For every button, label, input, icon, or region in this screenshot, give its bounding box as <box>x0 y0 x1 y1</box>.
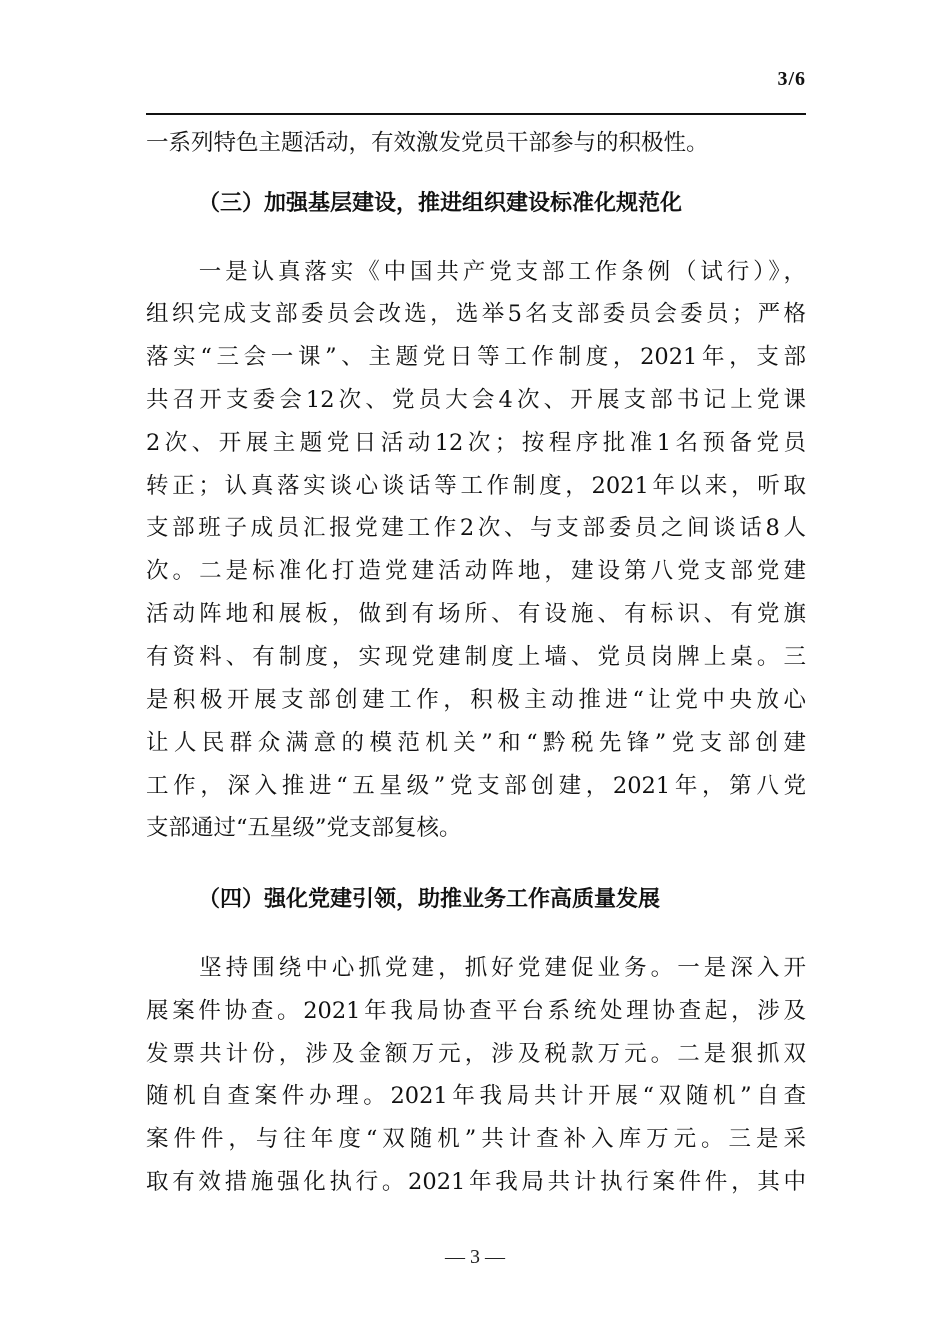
text-line: 让人民群众满意的模范机关”和“黔税先锋”党支部创建 <box>146 730 806 756</box>
text-line: 案件件，与往年度“双随机”共计查补入库万元。三是采 <box>146 1126 806 1152</box>
text-line: 取有效措施强化执行。2021年我局共计执行案件件，其中 <box>146 1169 806 1195</box>
text-line: 支部通过“五星级”党支部复核。 <box>146 815 462 841</box>
intro-line: 一系列特色主题活动，有效激发党员干部参与的积极性。 <box>146 130 709 156</box>
text-line: 工作，深入推进“五星级”党支部创建，2021年，第八党 <box>146 773 806 799</box>
text-line: 组织完成支部委员会改选，选举5名支部委员会委员；严格 <box>146 301 806 327</box>
text-line: 共召开支委会12次、党员大会4次、开展支部书记上党课 <box>146 387 806 413</box>
text-line: 展案件协查。2021年我局协查平台系统处理协查起，涉及 <box>146 998 806 1024</box>
text-line: 落实“三会一课”、主题党日等工作制度，2021年，支部 <box>146 344 806 370</box>
page-number: — 3 — <box>445 1246 505 1268</box>
text-line: 一是认真落实《中国共产党支部工作条例（试行）》， <box>146 259 806 285</box>
section-heading-4: （四）强化党建引领，助推业务工作高质量发展 <box>198 887 661 912</box>
text-line: 随机自查案件办理。2021年我局共计开展“双随机”自查 <box>146 1083 806 1109</box>
text-line: 活动阵地和展板，做到有场所、有设施、有标识、有党旗 <box>146 601 806 627</box>
text-line: 是积极开展支部创建工作，积极主动推进“让党中央放心 <box>146 687 806 713</box>
header-rule <box>146 113 806 115</box>
text-line: 坚持围绕中心抓党建，抓好党建促业务。一是深入开 <box>146 955 806 981</box>
page-indicator: 3/6 <box>777 68 806 90</box>
text-line: 次。二是标准化打造党建活动阵地，建设第八党支部党建 <box>146 558 806 584</box>
text-line: 发票共计份，涉及金额万元，涉及税款万元。二是狠抓双 <box>146 1041 806 1067</box>
text-line: 支部班子成员汇报党建工作2次、与支部委员之间谈话8人 <box>146 515 806 541</box>
text-line: 转正；认真落实谈心谈话等工作制度，2021年以来，听取 <box>146 473 806 499</box>
section-heading-3: （三）加强基层建设，推进组织建设标准化规范化 <box>198 191 683 216</box>
text-line: 有资料、有制度，实现党建制度上墙、党员岗牌上桌。三 <box>146 644 806 670</box>
text-line: 2次、开展主题党日活动12次；按程序批准1名预备党员 <box>146 430 806 456</box>
